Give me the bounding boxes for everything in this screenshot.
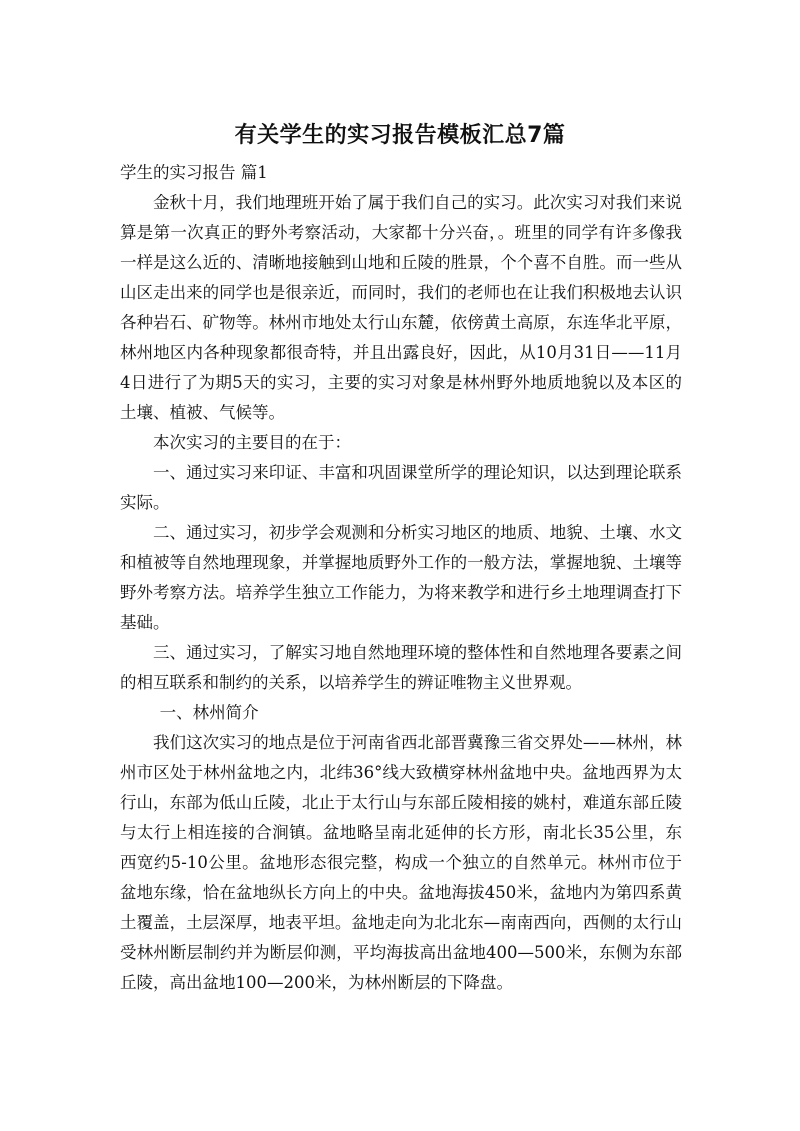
- document-body: [120, 158, 682, 998]
- report-subheading: 学生的实习报告 篇1: [120, 163, 268, 182]
- paragraph-linzhou-intro: 我们这次实习的地点是位于河南省西北部晋冀豫三省交界处——林州，林州市区处于林州盆地之内，北纬36°线大致横穿林州盆地中央。盆地西界为太行山，东部为低山丘陵，北止于太行山与东部丘陵相接的姚村，难道东部丘陵与太行上相连接的合涧镇。盆地略呈南北延伸的长方形，南北长35公里，东西宽约5-10公里。盆地形态很完整，构成一个独立的自然单元。林州市位于盆地东缘，恰在盆地纵长方向上的中央。盆地海拔450米，盆地内为第四系黄土覆盖，土层深厚，地表平坦。盆地走向为北北东—南南西向，西侧的太行山受林州断层制约并为断层仰测，平均海拔高出盆地400—500米，东侧为东部丘陵，高出盆地100—200米，为林州断层的下降盘。: [120, 733, 682, 992]
- paragraph-goal-3: 三、通过实习，了解实习地自然地理环境的整体性和自然地理各要素之间的相互联系和制约的关系，以培养学生的辨证唯物主义世界观。: [120, 643, 682, 692]
- section-heading: 一、林州简介: [159, 703, 259, 722]
- paragraph-goal-2: 二、通过实习，初步学会观测和分析实习地区的地质、地貌、土壤、水文和植被等自然地理现象，并掌握地质野外工作的一般方法，掌握地貌、土壤等野外考察方法。培养学生独立工作能力，为将来教学和进行乡土地理调查打下基础。: [120, 523, 682, 632]
- paragraph-purpose: 本次实习的主要目的在于：: [153, 433, 351, 452]
- document-title: 有关学生的实习报告模板汇总7篇: [234, 123, 566, 148]
- paragraph-goal-1: 一、通过实习来印证、丰富和巩固课堂所学的理论知识，以达到理论联系实际。: [120, 463, 682, 512]
- paragraph-intro: 金秋十月，我们地理班开始了属于我们自己的实习。此次实习对我们来说算是第一次真正的野外考察活动，大家都十分兴奋，。班里的同学有许多像我一样是这么近的、清晰地接触到山地和丘陵的胜景，个个喜不自胜。而一些从山区走出来的同学也是很亲近，而同时，我们的老师也在让我们积极地去认识各种岩石、矿物等。林州市地处太行山东麓，依傍黄土高原，东连华北平原，林州地区内各种现象都很奇特，并且出露良好，因此，从10月31日——11月4日进行了为期5天的实习，主要的实习对象是林州野外地质地貌以及本区的土壤、植被、气候等。: [120, 193, 682, 422]
